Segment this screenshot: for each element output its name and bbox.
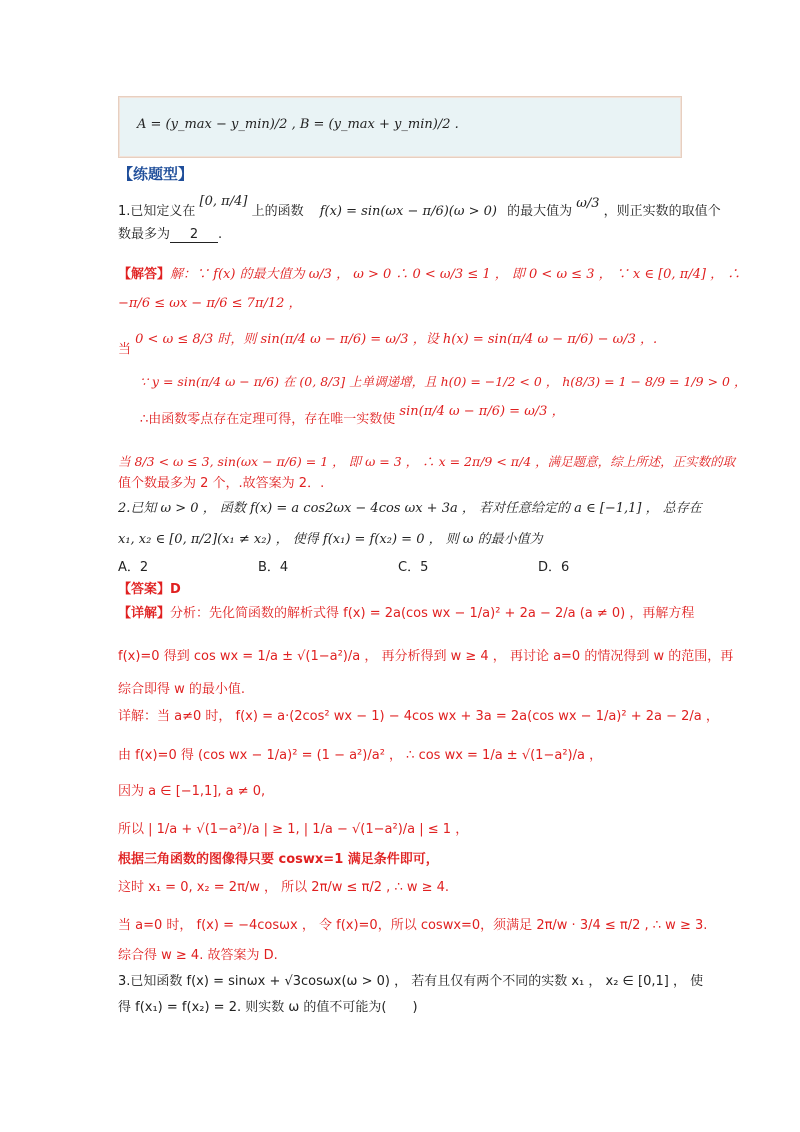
answer-2: 【答案】D — [118, 582, 181, 597]
q1-function: f(x) = sin(ωx − π/6)(ω > 0) — [319, 204, 497, 219]
detail-2-line1: 【详解】分析：先化简函数的解析式得 f(x) = 2a(cos wx − 1/a)² + 2a − 2/a (a ≠ 0) ，再解方程 — [118, 606, 695, 621]
question-3-line1: 3.已知函数 f(x) = sinωx + √3cosωx(ω > 0) ， 若有且仅有两个不同的实数 x₁ ， x₂ ∈ [0,1] ， 使 — [118, 974, 704, 989]
detail-2-line8: 根据三角函数的图像得只要 coswx=1 满足条件即可， — [118, 852, 439, 867]
solution-1-line5: ∴由函数零点存在定理可得，存在唯一实数使 sin(π/4 ω − π/6) = ω/3 ， — [140, 404, 565, 427]
question-2-line2: x₁, x₂ ∈ [0, π/2](x₁ ≠ x₂) ， 使得 f(x₁) = f(x₂) = 0 ， 则 ω 的最小值为 — [118, 532, 543, 547]
option-c: C．5 — [398, 560, 429, 575]
detail-2-line7: 所以 | 1/a + √(1−a²)/a | ≥ 1, | 1/a − √(1−a²)/a | ≤ 1 ， — [118, 822, 469, 837]
detail-2-line5: 由 f(x)=0 得 (cos wx − 1/a)² = (1 − a²)/a² ， ∴ cos wx = 1/a ± √(1−a²)/a ， — [118, 748, 603, 763]
solution-1-line4: ∵ y = sin(π/4 ω − π/6) 在 (0, 8/3] 上单调递增，且 h(0) = −1/2 < 0 ， h(8/3) = 1 − 8/9 = 1/9 > 0 ， — [140, 374, 747, 389]
detail-2-line9: 这时 x₁ = 0, x₂ = 2π/w ， 所以 2π/w ≤ π/2 , ∴ w ≥ 4. — [118, 880, 450, 895]
option-b: B．4 — [258, 560, 289, 575]
formula-box — [118, 96, 682, 158]
question-3-line2: 得 f(x₁) = f(x₂) = 2. 则实数 ω 的值不可能为( ) — [118, 1000, 418, 1015]
detail-2-line3: 综合即得 w 的最小值. — [118, 682, 246, 697]
solution-label: 【解答】 — [118, 267, 171, 282]
question-1-line2: 数最多为 2 . — [118, 227, 223, 242]
formula-text: A = (y_max − y_min)/2 , B = (y_max + y_min)/2 . — [137, 117, 459, 132]
q1-answer: 2 — [170, 227, 218, 243]
q1-max: ω/3 — [576, 196, 600, 211]
solution-1-line3: 当 0 < ω ≤ 8/3 时，则 sin(π/4 ω − π/6) = ω/3 ，设 h(x) = sin(π/4 ω − π/6) − ω/3 ，. — [118, 332, 658, 357]
detail-2-line6: 因为 a ∈ [−1,1], a ≠ 0, — [118, 784, 266, 799]
solution-1-line6: 当 8/3 < ω ≤ 3, sin(ωx − π/6) = 1 ， 即 ω = 3 ， ∴ x = 2π/9 < π/4 ，满足题意，综上所述，正实数的取 — [118, 454, 736, 469]
solution-1-line1: 【解答】解：∵ f(x) 的最大值为 ω/3 ， ω > 0 ∴ 0 < ω/3 ≤ 1 ， 即 0 < ω ≤ 3 ， ∵ x ∈ [0, π/4] ， ∴ — [118, 267, 741, 282]
section-title: 【练题型】 — [118, 165, 194, 183]
option-a: A．2 — [118, 560, 149, 575]
question-2-line1: 2.已知 ω > 0 ， 函数 f(x) = a cos2ωx − 4cos ωx + 3a ， 若对任意给定的 a ∈ [−1,1] ， 总存在 — [118, 501, 702, 516]
detail-2-line11: 综合得 w ≥ 4. 故答案为 D. — [118, 948, 278, 963]
detail-2-line4: 详解：当 a≠0 时， f(x) = a·(2cos² wx − 1) − 4cos wx + 3a = 2a(cos wx − 1/a)² + 2a − 2/a ， — [118, 709, 719, 724]
solution-1-line7: 值个数最多为 2 个，.故答案为 2．. — [118, 476, 325, 491]
solution-1-line2: −π/6 ≤ ωx − π/6 ≤ 7π/12 ， — [118, 296, 302, 311]
question-1: 1.已知定义在 [0, π/4] 上的函数 f(x) = sin(ωx − π/6)(ω > 0) 的最大值为 ω/3 ，则正实数的取值个 — [118, 194, 721, 219]
detail-2-line10: 当 a=0 时， f(x) = −4cosωx ， 令 f(x)=0，所以 coswx=0，须满足 2π/w · 3/4 ≤ π/2 , ∴ w ≥ 3. — [118, 918, 708, 933]
detail-2-line2: f(x)=0 得到 cos wx = 1/a ± √(1−a²)/a ， 再分析得到 w ≥ 4 ， 再讨论 a=0 的情况得到 w 的范围，再 — [118, 649, 734, 664]
q1-interval: [0, π/4] — [199, 194, 248, 209]
option-d: D．6 — [538, 560, 570, 575]
